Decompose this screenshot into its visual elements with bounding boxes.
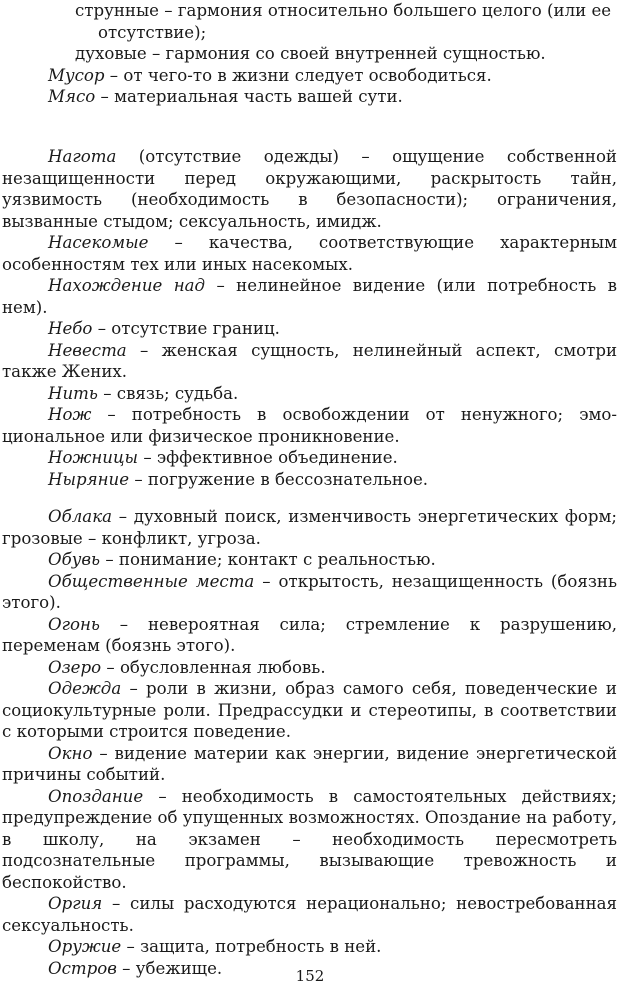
dictionary-entry <box>2 318 617 340</box>
entry-definition: – понимание; контакт с реальностью. <box>100 550 436 569</box>
entry-definition: – защита, потребность в ней. <box>121 937 382 956</box>
dictionary-entry <box>2 275 617 318</box>
entry-term: Нагота <box>48 147 117 166</box>
entry-definition: – открытость, незащищенность (боязнь этого). <box>2 571 618 612</box>
dictionary-entry <box>2 146 617 232</box>
entry-definition: (отсутствие одежды) – ощущение собственной незащищенности перед окружающими, раскрытость тайн, уязвимость (необходимость в безопасности); ограничения, вызванные стыдом; сексуальность, имидж. <box>2 147 617 231</box>
entry-term: Оружие <box>48 937 122 956</box>
entry-term: Облака <box>48 507 112 526</box>
dictionary-entry <box>2 232 617 275</box>
entry-definition: – эффективное объединение. <box>138 448 398 467</box>
entry-term: Общественные места <box>48 571 255 591</box>
dictionary-block-n <box>2 146 617 490</box>
dictionary-entry <box>2 678 617 743</box>
entry-definition: – роли в жизни, образ самого себя, поведенческие и социокультурные роли. Предрассудки и стереотипы, в соответствии с которыми строится поведение. <box>2 679 617 741</box>
dictionary-block-o <box>2 506 617 979</box>
entry-term: Остров <box>48 958 117 978</box>
dictionary-block-m <box>2 0 617 108</box>
entry-definition: – связь; судьба. <box>97 383 239 403</box>
dictionary-entry <box>2 936 617 958</box>
entry-definition: – обусловленная любовь. <box>101 657 326 677</box>
dictionary-entry <box>2 447 617 469</box>
entry-term: Нахождение над <box>48 276 206 295</box>
dictionary-entry <box>2 65 617 87</box>
dictionary-entry <box>2 469 617 491</box>
dictionary-entry <box>2 340 617 383</box>
entry-definition: – необходимость в самостоятельных действиях; предупреждение об упущенных возможностях. Опоздание на работу, в школу, на экзамен – необходимость пересмотреть подсознательные программы, вызывающие тревожность и беспокойство. <box>2 786 617 892</box>
entry-definition: – духовный поиск, изменчивость энергетических форм; грозовые – конфликт, угроза. <box>2 507 617 548</box>
entry-definition: – качества, соответствующие характерным особенностям тех или иных насекомых. <box>2 233 617 274</box>
continuation-line: струнные – гармония относительно большего целого (или ее <box>75 1 612 20</box>
dictionary-entry <box>2 614 617 657</box>
entry-term: Одежда <box>48 679 122 698</box>
dictionary-entry <box>2 786 617 894</box>
dictionary-entry <box>2 383 617 405</box>
dictionary-entry <box>2 86 617 108</box>
entry-term: Обувь <box>48 550 101 569</box>
entry-term: Ножницы <box>48 448 139 467</box>
entry-term: Небо <box>48 319 93 338</box>
entry-definition: – невероятная сила; стремление к разрушению, переменам (боязнь этого). <box>2 614 617 655</box>
entry-definition: – потребность в освобождении от ненужного; эмоциональное или физическое проникновение. <box>2 405 617 446</box>
entry-definition: – силы расходуются нерационально; невостребованная сексуальность. <box>2 894 617 935</box>
entry-term: Мусор <box>48 65 105 85</box>
entry-definition: – женская сущность, нелинейный аспект, смотри также Жених. <box>2 340 617 381</box>
dictionary-entry <box>2 404 617 447</box>
entry-definition: – убежище. <box>116 958 223 978</box>
entry-term: Мясо <box>48 87 96 106</box>
entry-term: Озеро <box>48 657 102 677</box>
entry-term: Нож <box>48 405 92 424</box>
entry-list <box>2 65 617 108</box>
dictionary-entry <box>2 571 617 614</box>
entry-term: Насекомые <box>48 233 149 252</box>
entry-definition: – отсутствие границ. <box>92 319 280 338</box>
continuation-line: духовые – гармония со своей внутренней сущностью. <box>75 44 546 63</box>
dictionary-entry <box>2 549 617 571</box>
dictionary-entry <box>2 506 617 549</box>
entry-definition: – от чего-то в жизни следует освободиться. <box>104 65 492 85</box>
page-number: 152 <box>295 967 325 985</box>
dictionary-entry <box>2 893 617 936</box>
entry-definition: – погружение в бессознательное. <box>129 469 429 489</box>
entry-definition: – нелинейное видение (или потребность в нем). <box>2 276 618 317</box>
entry-term: Опоздание <box>48 786 144 806</box>
entry-term: Невеста <box>48 340 127 360</box>
dictionary-entry <box>2 743 617 786</box>
entry-term: Оргия <box>48 894 103 913</box>
entry-definition: – видение материи как энергии, видение энергетической причины событий. <box>2 743 617 784</box>
continuation-line: отсутствие); <box>98 22 207 42</box>
entry-definition: – материальная часть вашей сути. <box>95 87 403 106</box>
entry-term: Нить <box>48 383 98 403</box>
entry-term: Огонь <box>48 614 100 634</box>
dictionary-entry <box>2 657 617 679</box>
entry-term: Окно <box>48 743 93 763</box>
entry-term: Ныряние <box>48 469 130 489</box>
